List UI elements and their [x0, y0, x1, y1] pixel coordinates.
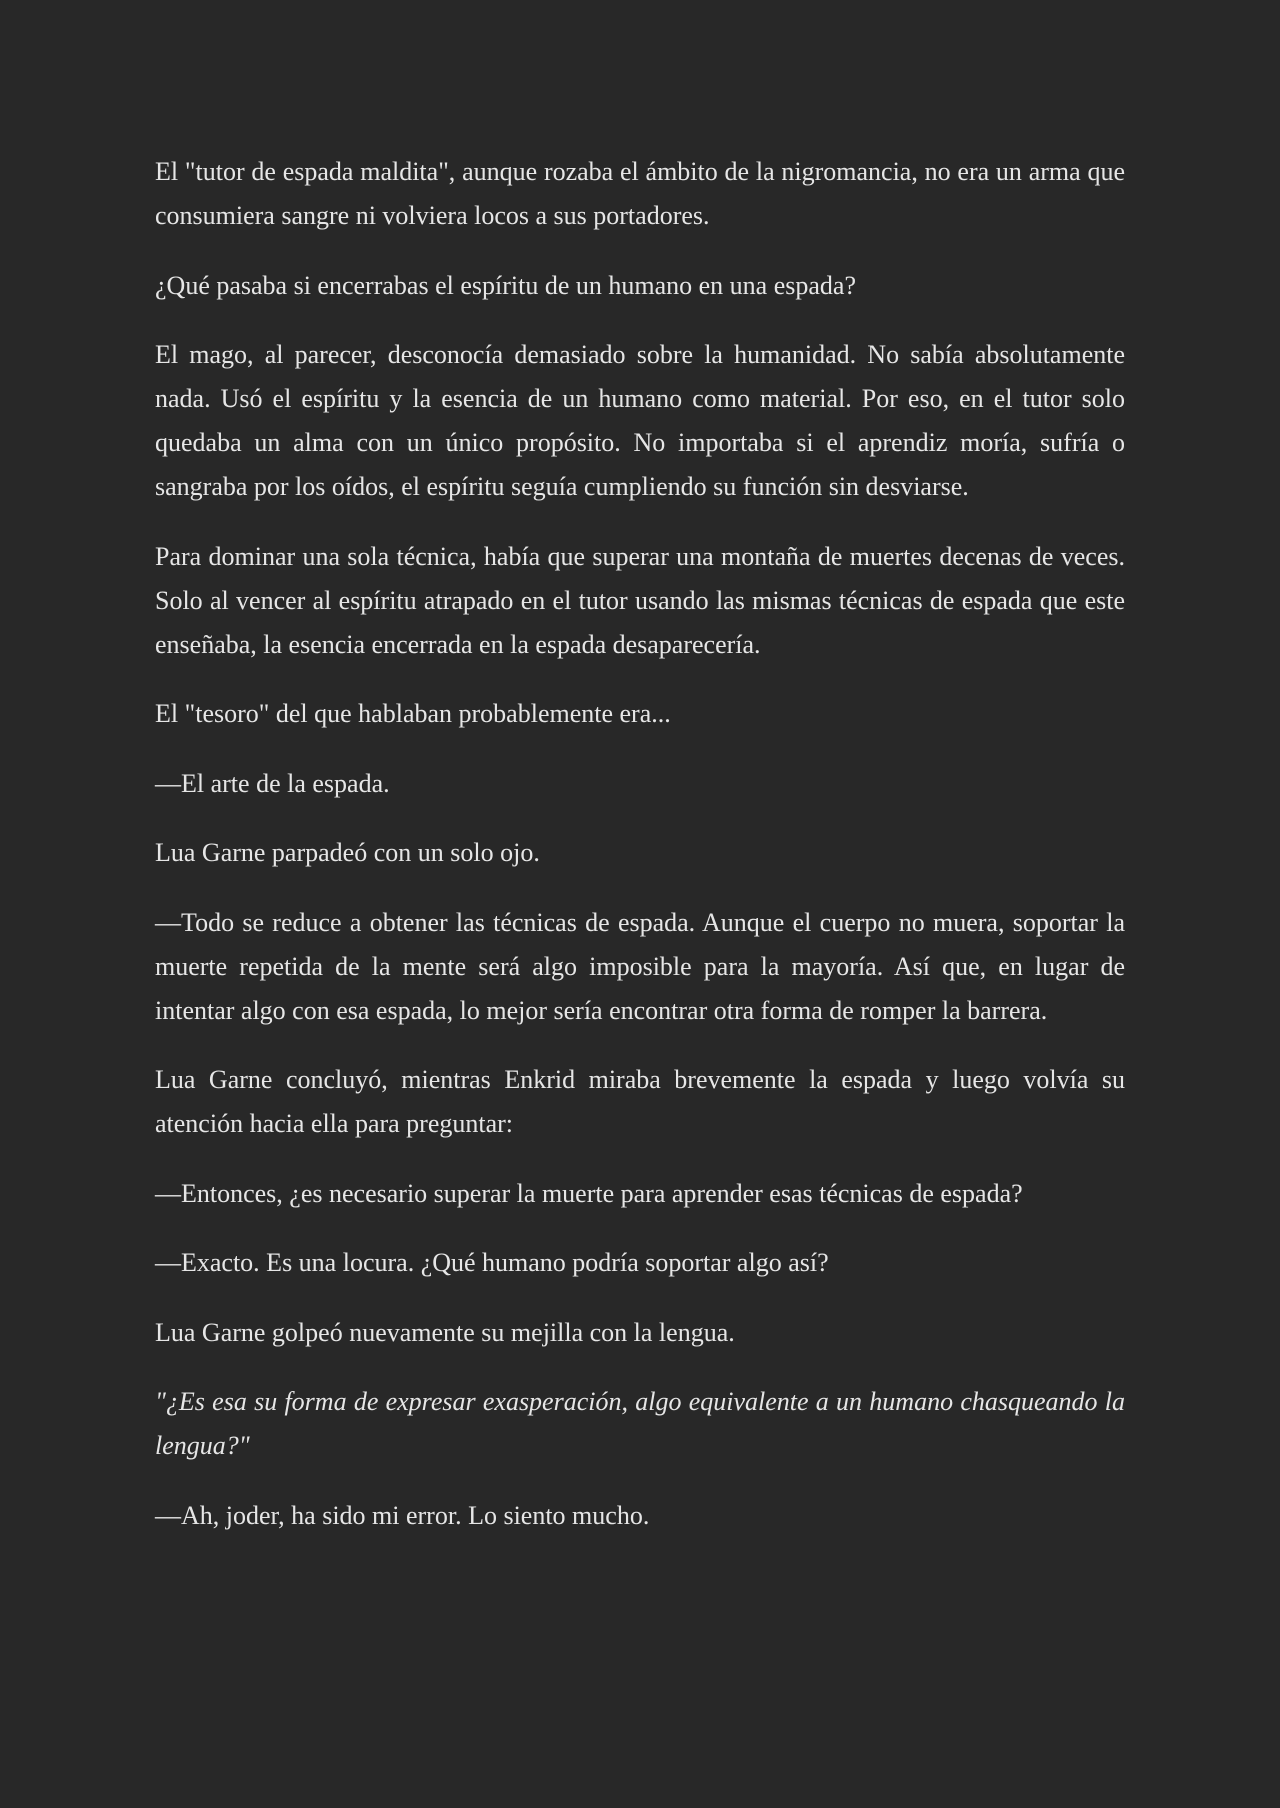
paragraph: El "tutor de espada maldita", aunque rozaba el ámbito de la nigromancia, no era un arma que consumiera sangre ni volviera locos a sus portadores.: [155, 157, 1125, 230]
paragraph: —Todo se reduce a obtener las técnicas de espada. Aunque el cuerpo no muera, soportar la muerte repetida de la mente será algo imposible para la mayoría. Así que, en lugar de intentar algo con esa espada, lo mejor sería encontrar otra forma de romper la barrera.: [155, 907, 1125, 1025]
paragraph: ¿Qué pasaba si encerrabas el espíritu de un humano en una espada?: [155, 270, 856, 300]
paragraph: El mago, al parecer, desconocía demasiado sobre la humanidad. No sabía absolutamente nada. Usó el espíritu y la esencia de un humano como material. Por eso, en el tutor solo quedaba un alma con un único propósito. No importaba si el aprendiz moría, sufría o sangraba por los oídos, el espíritu seguía cumpliendo su función sin desviarse.: [155, 340, 1125, 501]
paragraph: Lua Garne golpeó nuevamente su mejilla con la lengua.: [155, 1317, 735, 1347]
paragraph: —Entonces, ¿es necesario superar la muerte para aprender esas técnicas de espada?: [155, 1178, 1023, 1208]
paragraph: Lua Garne parpadeó con un solo ojo.: [155, 838, 540, 867]
paragraph: Para dominar una sola técnica, había que superar una montaña de muertes decenas de veces. Solo al vencer al espíritu atrapado en el tutor usando las mismas técnicas de espada que este enseñaba, la esencia encerrada en la espada desaparecería.: [155, 541, 1125, 659]
paragraph: El "tesoro" del que hablaban probablemente era...: [155, 699, 671, 728]
paragraph: Lua Garne concluyó, mientras Enkrid miraba brevemente la espada y luego volvía su atención hacia ella para preguntar:: [155, 1065, 1125, 1138]
thought-paragraph: "¿Es esa su forma de expresar exasperación, algo equivalente a un humano chasqueando la lengua?": [155, 1387, 1125, 1460]
paragraph: —Ah, joder, ha sido mi error. Lo siento mucho.: [155, 1500, 650, 1530]
paragraph: —El arte de la espada.: [155, 768, 390, 798]
paragraph: —Exacto. Es una locura. ¿Qué humano podría soportar algo así?: [155, 1248, 829, 1277]
